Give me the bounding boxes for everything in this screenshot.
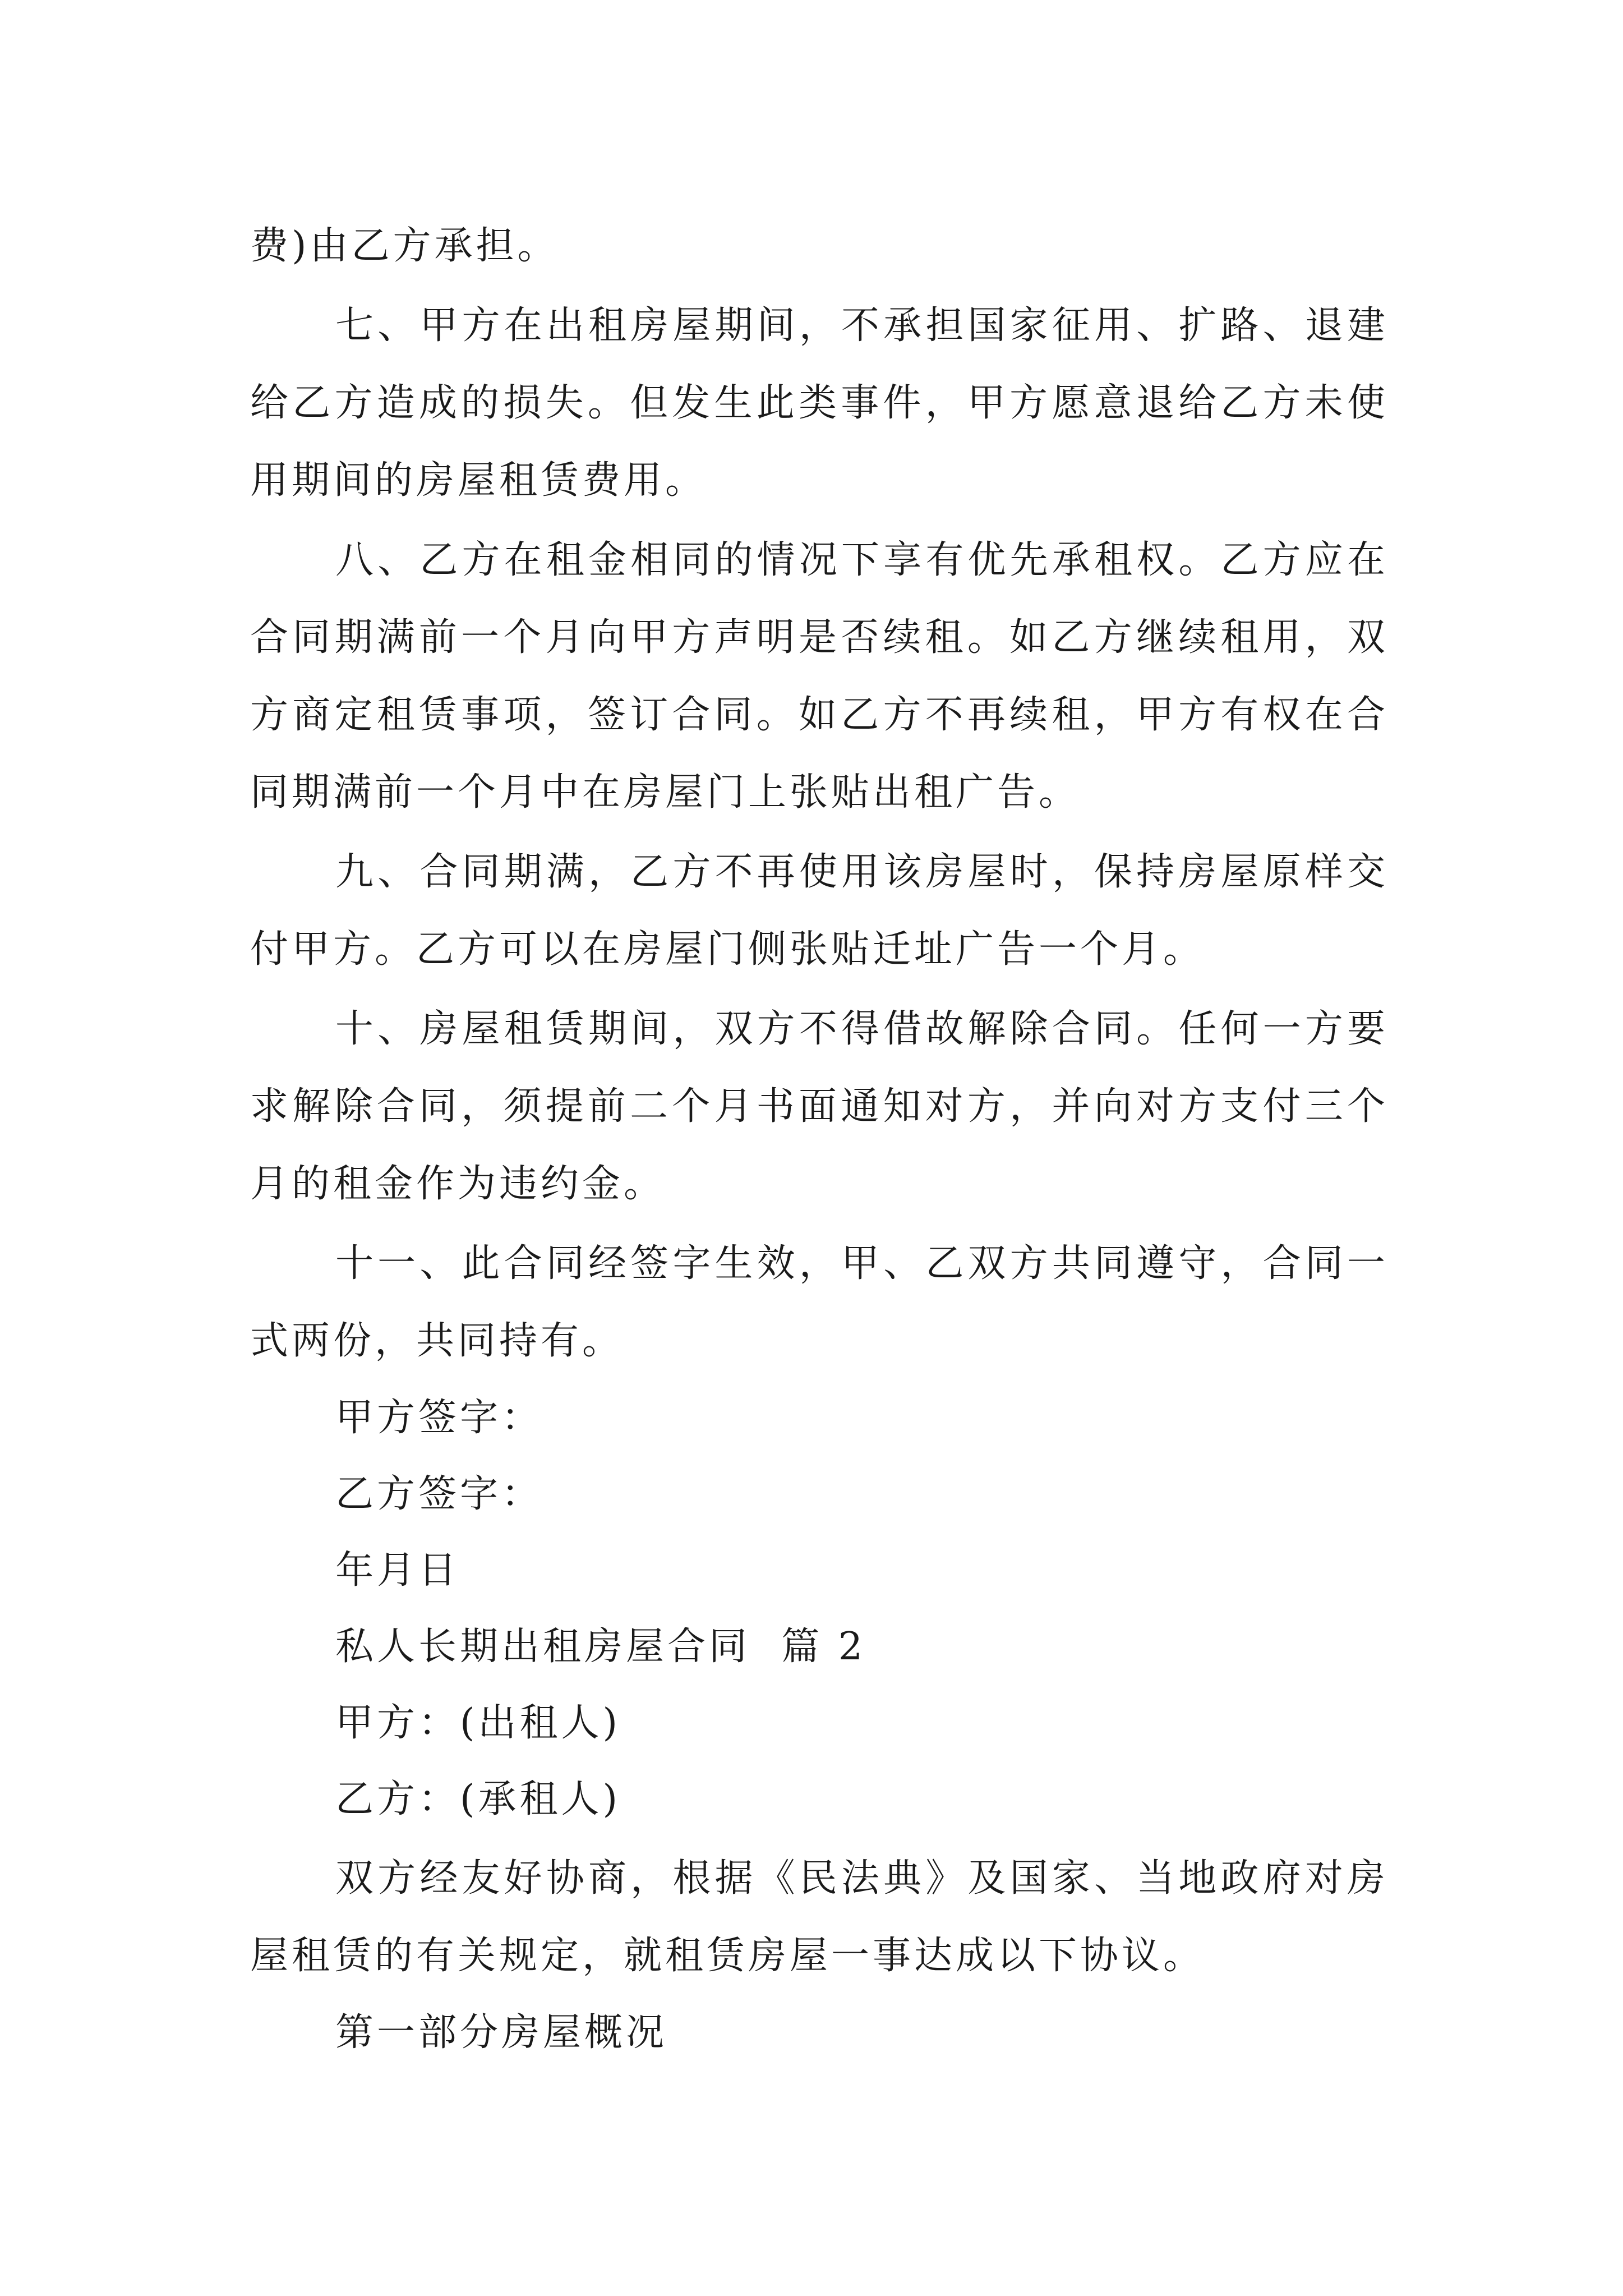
- clause-8: 八、乙方在租金相同的情况下享有优先承租权。乙方应在合同期满前一个月向甲方声明是否续租。如乙方继续租用，双方商定租赁事项，签订合同。如乙方不再续租，甲方有权在合同期满前一个月中在房屋门上张贴出租广告。: [250, 538, 1389, 815]
- section-title: 私人长期出租房屋合同 篇 2: [335, 1625, 866, 1669]
- date-line: 年月日: [335, 1548, 460, 1593]
- party-b-line: 乙方：(承租人): [335, 1777, 621, 1821]
- clause-10: 十、房屋租赁期间，双方不得借故解除合同。任何一方要求解除合同，须提前二个月书面通知对方，并向对方支付三个月的租金作为违约金。: [250, 1007, 1389, 1206]
- clause-9: 九、合同期满，乙方不再使用该房屋时，保持房屋原样交付甲方。乙方可以在房屋门侧张贴迁址广告一个月。: [250, 850, 1389, 972]
- clause-7: 七、甲方在出租房屋期间，不承担国家征用、扩路、退建给乙方造成的损失。但发生此类事件，甲方愿意退给乙方未使用期间的房屋租赁费用。: [250, 303, 1389, 503]
- document-body: [250, 208, 1389, 2071]
- signature-party-b: 乙方签字：: [335, 1472, 543, 1516]
- part-heading: 第一部分房屋概况: [335, 2010, 668, 2055]
- signature-party-a: 甲方签字：: [335, 1396, 543, 1440]
- party-a-line: 甲方：(出租人): [335, 1701, 621, 1745]
- clause-11: 十一、此合同经签字生效，甲、乙双方共同遵守，合同一式两份，共同持有。: [250, 1241, 1389, 1363]
- paragraph-fee-continuation: 费)由乙方承担。: [250, 224, 559, 268]
- intro-paragraph: 双方经友好协商，根据《民法典》及国家、当地政府对房屋租赁的有关规定，就租赁房屋一事达成以下协议。: [250, 1856, 1389, 1978]
